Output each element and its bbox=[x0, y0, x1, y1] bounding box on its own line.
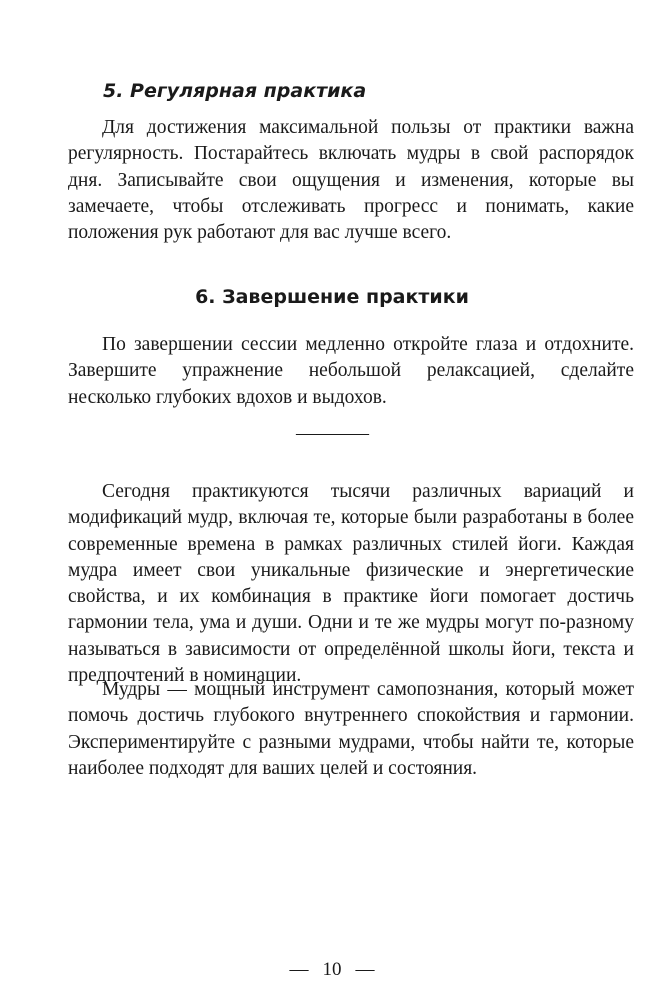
section-paragraph: По завершении сессии медленно откройте глаза и отдохните. Завершите упражнение небольшой релаксацией, сделайте несколько глубоких вдохов и выдохов. bbox=[68, 334, 634, 408]
closing-paragraph-1: Сегодня практикуются тысячи различных вариаций и модификаций мудр, включая те, которые были разработаны в более современные времена в рамках различных стилей йоги. Каждая мудра имеет свои уникальные физические и энергетические свойства, и их комбинация в практике йоги помогает достичь гармонии тела, ума и души. Одни и те же мудры могут по-разному называться в зависимости от определённой школы йоги, текста и предпочтений в номинации. bbox=[68, 481, 634, 687]
section-separator: ———— bbox=[296, 423, 368, 444]
page-number: 10 bbox=[322, 959, 342, 980]
page-footer bbox=[0, 958, 664, 982]
closing-paragraph-2: Мудры — мощный инструмент самопознания, который может помочь достичь глубокого внутреннего спокойствия и гармонии. Экспериментируйте с разными мудрами, чтобы найти те, которые наиболее подходят для ваших целей и состояния. bbox=[68, 679, 634, 779]
section-title: 6. Завершение практики bbox=[195, 286, 469, 308]
footer-dash-right: — bbox=[355, 959, 375, 980]
subsection-paragraph: Для достижения максимальной пользы от практики важна регулярность. Постарайтесь включать мудры в свой распорядок дня. Записывайте свои ощущения и изменения, которые вы замечаете, чтобы отслеживать прогресс и понимать, какие положения рук работают для вас лучше всего. bbox=[68, 117, 634, 244]
subsection-title: 5. Регулярная практика bbox=[103, 80, 367, 102]
footer-dash-left: — bbox=[289, 959, 309, 980]
